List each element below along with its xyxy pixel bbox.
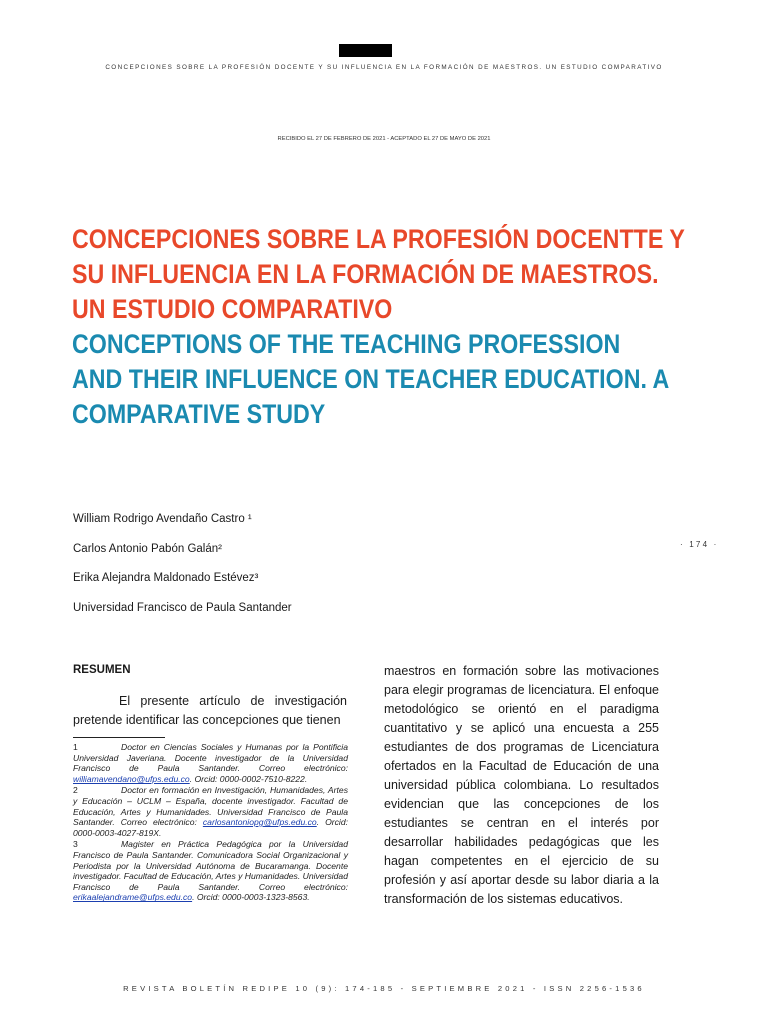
abstract-left-text: El presente artículo de investigación pretende identificar las concepciones que tienen: [73, 694, 347, 727]
email-link[interactable]: williamavendano@ufps.edu.co: [73, 773, 190, 784]
author-list: [73, 512, 292, 630]
author-affiliation: Universidad Francisco de Paula Santander: [73, 601, 292, 614]
footnote-divider: [73, 737, 165, 738]
abstract-text-left: [73, 692, 347, 730]
footnote: [73, 742, 348, 784]
running-head: CONCEPCIONES SOBRE LA PROFESIÓN DOCENTE Y SU INFLUENCIA EN LA FORMACIÓN DE MAESTROS. UN ESTUDIO COMPARATIVO: [105, 64, 663, 71]
footnote-text: Magister en Práctica Pedagógica por la Universidad Francisco de Paula Santander. Comunicadora Social Organizacional y Periodista por la Universidad Autónoma de Bucaramanga. Docente investigador. Facultad de Educación, Artes y Humanidades. Universidad Francisco de Paula Santander. Correo electrónico:: [73, 839, 348, 892]
footnote-text: . Orcid: 0000-0003-4027-819X.: [73, 817, 348, 838]
footnote-text: Doctor en Ciencias Sociales y Humanas por la Pontificia Universidad Javeriana. Docente investigador de la Universidad Francisco de Paula Santander. Correo electrónico:: [73, 742, 348, 774]
footnote: [73, 785, 348, 838]
title-en-line: COMPARATIVE STUDY: [72, 399, 326, 429]
author-name: Carlos Antonio Pabón Galán²: [73, 542, 222, 555]
article-titles: [72, 222, 691, 432]
header-black-bar: [339, 44, 392, 57]
title-en-line: AND THEIR INFLUENCE ON TEACHER EDUCATION. A: [72, 364, 670, 394]
abstract-heading: RESUMEN: [73, 664, 131, 676]
author-name: William Rodrigo Avendaño Castro ¹: [73, 513, 252, 525]
received-dates: RECIBIDO EL 27 DE FEBRERO DE 2021 - ACEPTADO EL 27 DE MAYO DE 2021: [277, 136, 491, 142]
journal-footer: REVISTA BOLETÍN REDIPE 10 (9): 174-185 - SEPTIEMBRE 2021 - ISSN 2256-1536: [123, 984, 645, 993]
footnote: [73, 839, 348, 903]
footnote-text: . Orcid: 0000-0003-1323-8563.: [192, 892, 310, 903]
title-english: [72, 327, 691, 432]
footnote-number: 2: [73, 785, 78, 796]
title-es-line: SU INFLUENCIA EN LA FORMACIÓN DE MAESTROS.: [72, 259, 659, 289]
abstract-text-right: maestros en formación sobre las motivaciones para elegir programas de licenciatura. El enfoque metodológico se orientó en el paradigma cuantitativo y se aplicó una encuesta a 255 estudiantes de dos programas de Licenciatura ofertados en la Facultad de Educación de una universidad pública colombiana. Lo resultados evidencian que las concepciones de los estudiantes se centran en el interés por desarrollar habilidades pedagógicas que les hagan competentes en el ejercicio de su profesión y así aportar desde su labor diaria a la transformación de los sistemas educativos.: [384, 664, 659, 906]
email-link[interactable]: erikaalejandrame@ufps.edu.co: [73, 892, 193, 903]
footnotes: [73, 742, 348, 904]
title-spanish: [72, 222, 691, 327]
author-name: Erika Alejandra Maldonado Estévez³: [73, 572, 259, 584]
footnote-text: Doctor en formación en Investigación, Humanidades, Artes y Educación – UCLM – España, docente investigador. Facultad de Educación, Artes y Humanidades. Universidad Francisco de Paula Santander. Correo electrónico:: [73, 785, 348, 828]
title-es-line: CONCEPCIONES SOBRE LA PROFESIÓN DOCENTTE Y: [72, 224, 685, 254]
footnote-text: . Orcid: 0000-0002-7510-8222.: [189, 773, 308, 784]
title-en-line: CONCEPTIONS OF THE TEACHING PROFESSION: [72, 329, 621, 359]
page-number: · 174 ·: [680, 540, 719, 549]
email-link[interactable]: carlosantoniopg@ufps.edu.co: [202, 817, 317, 828]
title-es-line: UN ESTUDIO COMPARATIVO: [72, 294, 393, 324]
footnote-number: 3: [73, 839, 78, 850]
footnote-number: 1: [73, 742, 78, 752]
